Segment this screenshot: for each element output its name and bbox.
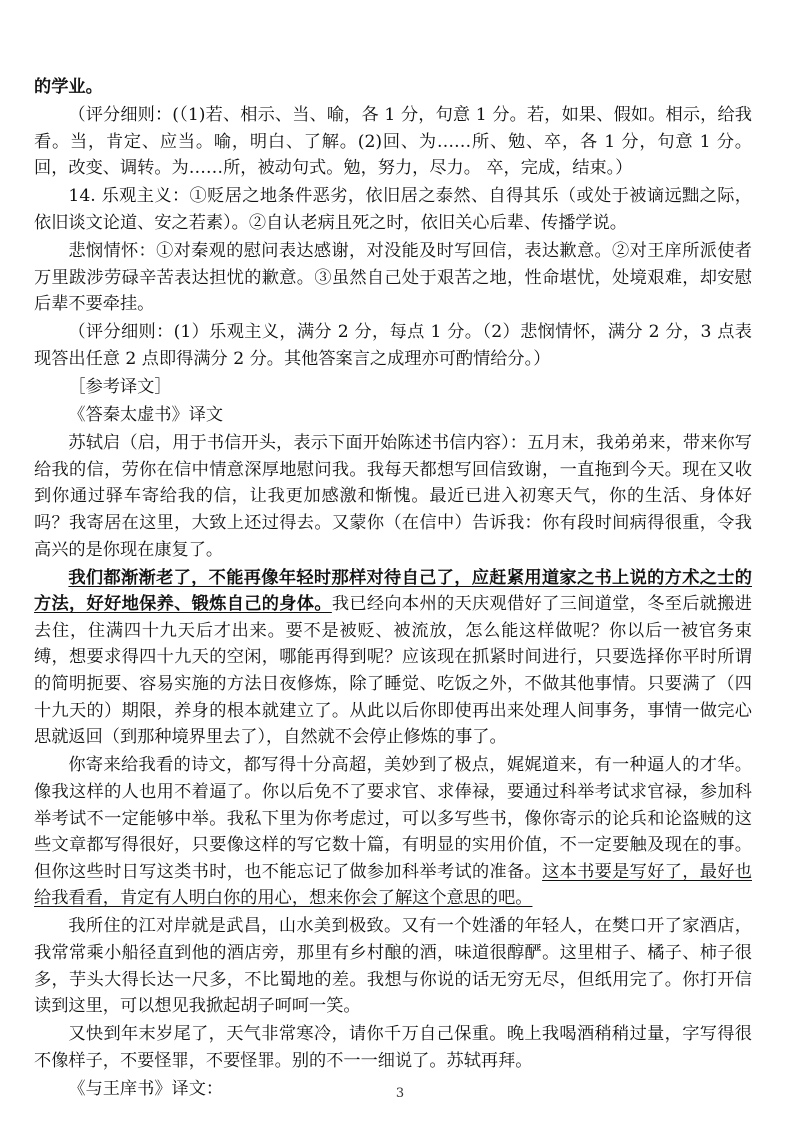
answer-14-compassion: 悲悯情怀：①对秦观的慰问表达感谢，对没能及时写回信，表达歉意。②对王庠所派使者万里跋涉劳碌辛苦表达担忧的歉意。③虽然自己处于艰苦之地，性命堪忧，处境艰难，却安慰后辈不要牵挂。	[34, 241, 752, 315]
letter-title-qin: 《答秦太虚书》译文	[68, 405, 224, 426]
page-number: 3	[395, 1086, 405, 1101]
answer-14-optimism: 14. 乐观主义：①贬居之地条件恶劣，依旧居之泰然、自得其乐（或处于被谪远黜之际，依旧谈文论道、安之若素）。②自认老病且死之时，依旧关心后辈、传播学说。	[34, 186, 752, 233]
scoring-note-13: （评分细则：(（1)若、相示、当、喻，各 1 分，句意 1 分。若，如果、假如。相示，给我看。当，肯定、应当。喻，明白、了解。(2)回、为……所、勉、卒，各 1 分，句意 1 分。回，改变、调转。为……所，被动句式。勉，努力，尽力。 卒，完成，结束。）	[34, 105, 752, 179]
scoring-note-14: （评分细则：(1）乐观主义，满分 2 分，每点 1 分。（2）悲悯情怀，满分 2 分，3 点表现答出任意 2 点即得满分 2 分。其他答案言之成理亦可酌情给分。）	[34, 322, 752, 369]
paragraph-text: 你寄来给我看的诗文，都写得十分高超，美妙到了极点，娓娓道来，有一种逼人的才华。像我这样的人也用不着逼了。你以后免不了要求官、求俸禄，要通过科举考试求官禄，参加科举考试不一定能够中举。我私下里为你考虑过，可以多写些书，像你寄示的论兵和论盗贼的这些文章都写得很好，只要像这样的写它数十篇，有明显的实用价值，不一定要触及现在的事。但你这些时日写这类书时，也不能忘记了做参加科举考试的准备。	[34, 755, 752, 882]
underlined-sentence: 这本书要是写好了，最好也给我看看，肯定有人明白你的用心，想来你会了解这个意思的吧。	[34, 861, 752, 909]
translation-paragraph-5: 又快到年末岁尾了，天气非常寒冷，请你千万自己保重。晚上我喝酒稍稍过量，字写得很不像样子，不要怪罪，不要怪罪。别的不一一细说了。苏轼再拜。	[34, 1024, 752, 1071]
letter-title-wang: 《与王庠书》译文：	[68, 1078, 224, 1099]
translation-paragraph-1: 苏轼启（启，用于书信开头，表示下面开始陈述书信内容）：五月末，我弟弟来，带来你写给我的信，劳你在信中情意深厚地慰问我。我每天都想写回信致谢，一直拖到今天。现在又收到你通过驿车寄给我的信，让我更加感激和惭愧。最近已进入初寒天气，你的生活、身体好吗？我寄居在这里，大致上还过得去。又蒙你（在信中）告诉我：你有段时间病得很重，令我高兴的是你现在康复了。	[34, 433, 752, 560]
translation-paragraph-4: 我所住的江对岸就是武昌，山水美到极致。又有一个姓潘的年轻人，在樊口开了家酒店，我常常乘小船径直到他的酒店旁，那里有乡村酿的酒，味道很醇酽。这里柑子、橘子、柿子很多，芋头大得长达一尺多，不比蜀地的差。我想与你说的话无穷无尽，但纸用完了。你打开信读到这里，可以想见我掀起胡子呵呵一笑。	[34, 916, 752, 1017]
underlined-sentence: 我们都渐渐老了，不能再像年轻时那样对待自己了，应赶紧用道家之书上说的方术之士的方法，好好地保养、锻炼自己的身体。	[34, 567, 752, 615]
paragraph-text: 我已经向本州的天庆观借好了三间道堂，冬至后就搬进去住，住满四十九天后才出来。要不是被贬、被流放，怎么能这样做呢？你以后一被官务束缚，想要求得四十九天的空闲，哪能再得到呢？应该现在抓紧时间进行，只要选择你平时所谓的简明扼要、容易实施的方法日夜修炼，除了睡觉、吃饭之外，不做其他事情。只要满了（四十九天的）期限，养身的根本就建立了。从此以后你即使再出来处理人间事务，事情一做完心思就返回（到那种境界里去了），自然就不会停止修炼的事了。	[34, 594, 752, 748]
translation-paragraph-3	[34, 752, 752, 912]
reference-translation-heading: ［参考译文］	[68, 377, 172, 398]
text-continuation: 的学业。	[34, 77, 103, 97]
translation-paragraph-2	[34, 565, 752, 751]
